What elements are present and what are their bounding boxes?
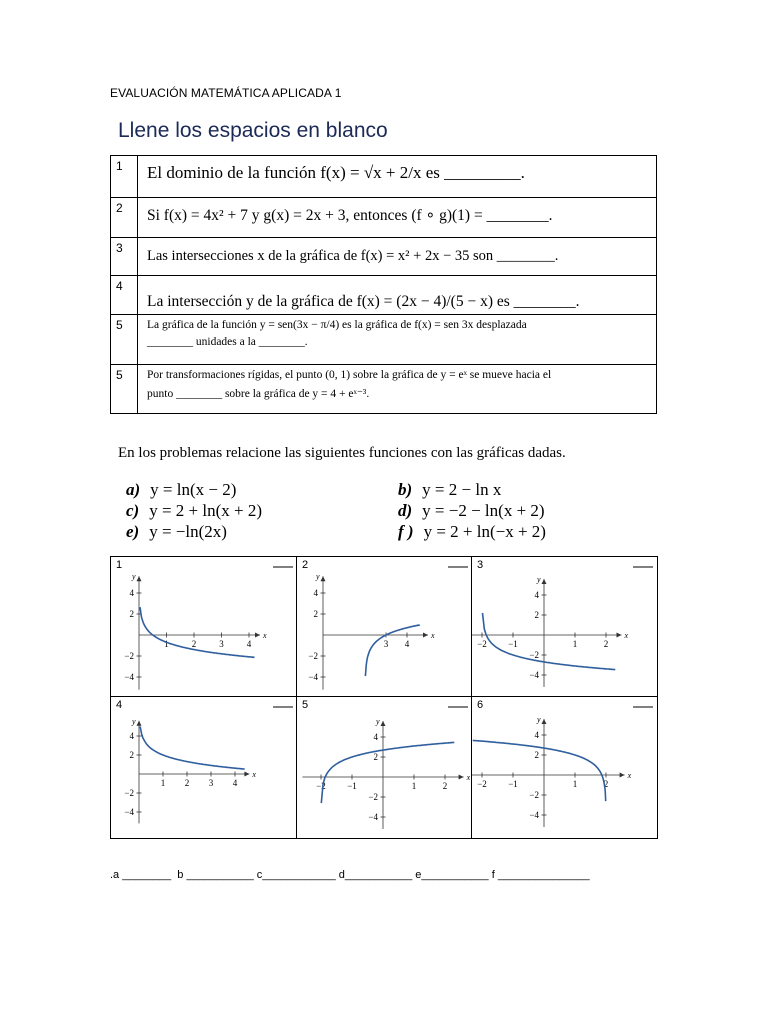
table-row — [111, 314, 656, 364]
y-axis-label: y — [376, 717, 380, 726]
question-text: Por transformaciones rígidas, el punto (0, 1) sobre la gráfica de y = eˣ se mueve hacia el — [147, 369, 552, 381]
row-number: 2 — [116, 201, 123, 215]
x-axis-arrow — [620, 773, 625, 778]
x-axis-arrow — [617, 633, 622, 638]
y-tick-label: 2 — [534, 610, 539, 620]
graph-label: 3 — [477, 559, 484, 571]
y-axis-label: y — [132, 716, 136, 726]
x-tick-label: 2 — [442, 781, 448, 791]
y-axis-arrow — [542, 719, 547, 724]
row-number: 5 — [116, 318, 123, 332]
table-row — [111, 237, 656, 275]
x-tick-label: −2 — [316, 781, 326, 791]
section-heading: Llene los espacios en blanco — [118, 119, 388, 142]
y-axis-label: y — [537, 575, 541, 584]
page-title: EVALUACIÓN MATEMÁTICA APLICADA 1 — [110, 86, 342, 100]
question-text-continued: punto ________ sobre la gráfica de y = 4 + eˣ⁻³. — [147, 388, 370, 400]
y-tick-label: 4 — [373, 732, 378, 742]
function-curve — [140, 727, 244, 770]
y-tick-label: −4 — [124, 807, 134, 817]
question-text-continued: ________ unidades a la ________. — [147, 336, 308, 348]
x-axis-arrow — [459, 775, 464, 780]
x-tick-label: 1 — [164, 639, 169, 649]
x-axis-label: x — [252, 770, 256, 779]
y-tick-label: 2 — [129, 609, 134, 619]
x-tick-label: 3 — [219, 639, 224, 649]
answer-line: .a ________ b ___________ c____________ d___________ e___________ f _______________ — [110, 869, 590, 881]
function-curve — [140, 607, 255, 657]
graph-plot — [297, 557, 472, 697]
function-a — [126, 480, 236, 500]
y-tick-label: −2 — [529, 650, 539, 660]
graph-cell — [297, 697, 472, 838]
y-tick-label: 4 — [534, 590, 539, 600]
graph-label: 6 — [477, 699, 484, 711]
x-axis-label: x — [624, 631, 629, 640]
graph-cell — [111, 697, 297, 838]
x-tick-label: 2 — [191, 639, 197, 649]
y-tick-label: 4 — [313, 588, 318, 598]
y-tick-label: −2 — [308, 651, 318, 661]
graph-cell — [472, 697, 657, 838]
table-row — [111, 197, 656, 237]
function-curve — [483, 613, 616, 670]
function-letter: c) — [126, 501, 140, 520]
y-tick-label: −4 — [529, 670, 539, 680]
y-tick-label: −4 — [124, 672, 134, 682]
x-tick-label: −2 — [477, 779, 487, 789]
function-letter: d) — [398, 501, 413, 520]
function-letter: f ) — [398, 522, 414, 541]
y-axis-label: y — [537, 715, 541, 724]
x-axis-arrow — [255, 633, 260, 638]
problem-instructions: En los problemas relacione las siguientes funciones con las gráficas dadas. — [118, 445, 566, 461]
fill-blanks-table — [110, 155, 657, 414]
row-number: 4 — [116, 279, 123, 293]
y-axis-arrow — [381, 721, 386, 726]
function-b — [398, 480, 501, 500]
y-axis-arrow — [137, 721, 142, 726]
y-axis-label: y — [316, 572, 320, 582]
x-tick-label: 2 — [603, 779, 609, 789]
x-tick-label: 3 — [208, 778, 214, 788]
x-axis-label: x — [627, 771, 632, 780]
x-axis-label: x — [466, 773, 471, 782]
function-e — [126, 522, 227, 542]
y-axis-arrow — [542, 579, 547, 584]
function-expression: y = 2 − ln x — [422, 480, 502, 499]
y-tick-label: −2 — [124, 651, 134, 661]
x-tick-label: 2 — [603, 639, 609, 649]
table-row — [111, 156, 656, 197]
y-tick-label: 2 — [313, 609, 318, 619]
y-tick-label: −2 — [124, 788, 134, 798]
question-text: Las intersecciones x de la gráfica de f(x) = x² + 2x − 35 son ________. — [147, 248, 559, 264]
x-tick-label: 2 — [184, 778, 190, 788]
x-axis-label: x — [431, 631, 435, 640]
y-tick-label: 2 — [534, 750, 539, 760]
y-axis-label: y — [132, 572, 136, 582]
x-tick-label: 3 — [383, 639, 389, 649]
x-tick-label: −1 — [347, 781, 357, 791]
x-axis-arrow — [423, 633, 428, 638]
question-text: Si f(x) = 4x² + 7 y g(x) = 2x + 3, entonces (f ∘ g)(1) = ________. — [147, 207, 553, 224]
graph-label: 4 — [116, 699, 123, 711]
function-d — [398, 501, 545, 521]
function-letter: b) — [398, 480, 413, 499]
function-expression: y = 2 + ln(x + 2) — [149, 501, 263, 520]
x-tick-label: 4 — [232, 778, 238, 788]
function-f — [398, 522, 546, 542]
x-tick-label: −2 — [477, 639, 487, 649]
x-tick-label: 1 — [572, 779, 578, 789]
function-curve — [365, 625, 419, 676]
x-tick-label: 4 — [404, 639, 410, 649]
row-number: 3 — [116, 241, 123, 255]
function-letter: e) — [126, 522, 140, 541]
x-tick-label: 1 — [411, 781, 417, 791]
y-tick-label: −2 — [368, 792, 378, 802]
y-tick-label: 2 — [373, 752, 378, 762]
function-expression: y = ln(x − 2) — [150, 480, 237, 499]
question-text: La intersección y de la gráfica de f(x) = (2x − 4)/(5 − x) es ________. — [147, 293, 580, 310]
row-number: 1 — [116, 159, 123, 173]
function-expression: y = −2 − ln(x + 2) — [422, 501, 545, 520]
y-tick-label: 2 — [129, 750, 134, 760]
x-tick-label: 1 — [572, 639, 578, 649]
graph-cell — [472, 557, 657, 697]
graphs-table — [110, 556, 658, 839]
table-row — [111, 364, 656, 415]
row-number: 5 — [116, 368, 123, 382]
x-tick-label: 1 — [160, 778, 166, 788]
table-row — [111, 275, 656, 314]
graph-label: 5 — [302, 699, 309, 711]
graph-plot — [297, 697, 472, 838]
graph-label: 2 — [302, 559, 309, 571]
x-axis-arrow — [244, 772, 249, 777]
question-text: La gráfica de la función y = sen(3x − π/4) es la gráfica de f(x) = sen 3x desplazada — [147, 319, 527, 331]
function-expression: y = 2 + ln(−x + 2) — [423, 522, 546, 541]
question-text: El dominio de la función f(x) = √x + 2/x es _________. — [147, 163, 525, 182]
y-tick-label: −4 — [368, 812, 378, 822]
function-curve — [321, 742, 454, 803]
x-axis-label: x — [263, 631, 267, 640]
x-tick-label: 4 — [246, 639, 252, 649]
function-expression: y = −ln(2x) — [149, 522, 227, 541]
function-letter: a) — [126, 480, 141, 499]
y-tick-label: 4 — [129, 588, 134, 598]
graph-plot — [111, 557, 297, 697]
y-tick-label: 4 — [534, 730, 539, 740]
graph-cell — [297, 557, 472, 697]
y-tick-label: −2 — [529, 790, 539, 800]
x-tick-label: −1 — [508, 779, 518, 789]
graph-plot — [472, 697, 657, 838]
graph-plot — [472, 557, 657, 697]
function-curve — [473, 740, 606, 801]
y-tick-label: 4 — [129, 731, 134, 741]
y-tick-label: −4 — [529, 810, 539, 820]
graph-cell — [111, 557, 297, 697]
function-c — [126, 501, 262, 521]
graph-label: 1 — [116, 559, 123, 571]
y-axis-arrow — [321, 576, 326, 581]
y-axis-arrow — [137, 576, 142, 581]
graph-plot — [111, 697, 297, 838]
y-tick-label: −4 — [308, 672, 318, 682]
x-tick-label: −1 — [508, 639, 518, 649]
